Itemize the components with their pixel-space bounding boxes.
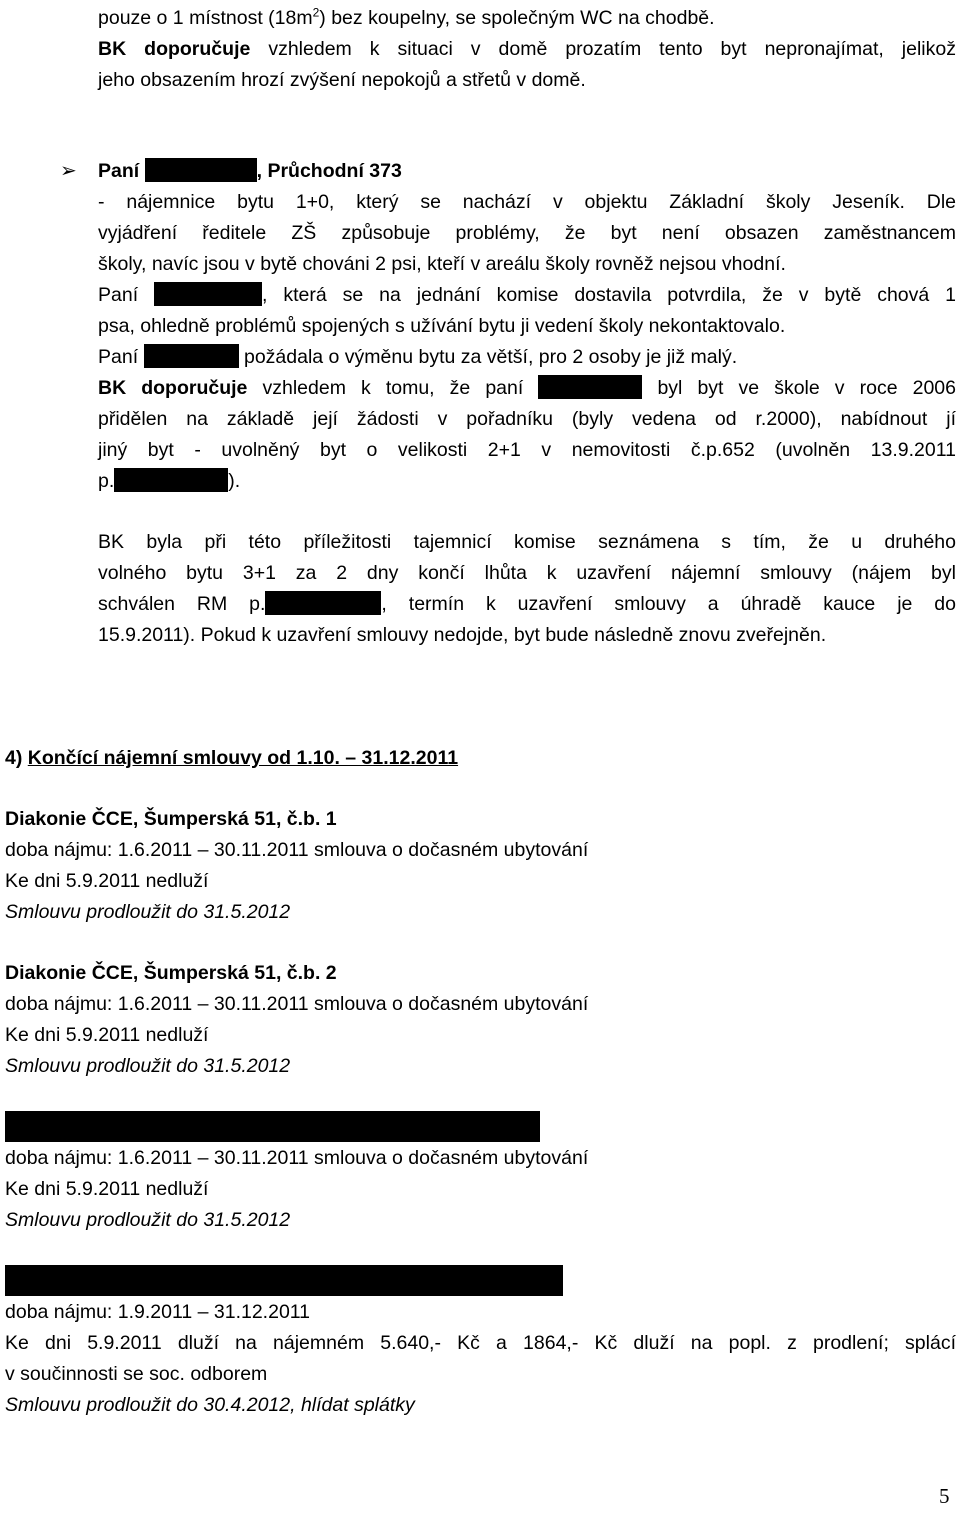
entry-note: Smlouvu prodloužit do 31.5.2012 [5, 1055, 291, 1077]
entry-note: Smlouvu prodloužit do 31.5.2012 [5, 901, 291, 923]
text-span: schválen RM p. [98, 593, 266, 615]
text-span: ) bez koupelny, se společným WC na chodbě. [319, 7, 715, 29]
entry-status: Ke dni 5.9.2011 nedluží [5, 1024, 209, 1046]
text-span: Paní [98, 160, 140, 182]
text-span: ). [228, 470, 241, 492]
text-span: , která se na jednání komise dostavila potvrdila, že v bytě chová 1 [262, 284, 956, 306]
text-line: BK byla při této příležitosti tajemnicí komise seznámena s tím, že u druhého [98, 531, 956, 553]
entry-note: Smlouvu prodloužit do 30.4.2012, hlídat splátky [5, 1394, 415, 1416]
text-line [98, 34, 956, 64]
text-line [98, 280, 956, 310]
text-span: požádala o výměnu bytu za větší, pro 2 osoby je již malý. [243, 346, 738, 368]
entry-note: Smlouvu prodloužit do 31.5.2012 [5, 1209, 291, 1231]
section-number: 4) [5, 747, 28, 769]
entry-title: Diakonie ČCE, Šumperská 51, č.b. 2 [5, 962, 337, 984]
text-line: jiný byt - uvolněný byt o velikosti 2+1 v nemovitosti č.p.652 (uvolněn 13.9.2011 [98, 439, 956, 461]
text-line: přidělen na základě její žádosti v pořadníku (byly vedena od r.2000), nabídnout jí [98, 408, 956, 430]
text-span: , termín k uzavření smlouvy a úhradě kauce je do [381, 593, 956, 615]
text-line [98, 156, 402, 186]
redaction-bar [5, 1111, 540, 1142]
text-line: volného bytu 3+1 za 2 dny končí lhůta k uzavření nájemní smlouvy (nájem byl [98, 562, 956, 584]
redaction-bar [144, 344, 239, 368]
text-line [98, 466, 240, 496]
text-line: - nájemnice bytu 1+0, který se nachází v objektu Základní školy Jeseník. Dle [98, 191, 956, 213]
bold-text: BK doporučuje [98, 377, 248, 399]
entry-status-continued: v součinnosti se soc. odborem [5, 1363, 268, 1385]
text-span: byl byt ve škole v roce 2006 [657, 377, 956, 399]
text-span: pouze o 1 místnost (18m [98, 7, 313, 29]
entry-term: doba nájmu: 1.6.2011 – 30.11.2011 smlouva o dočasném ubytování [5, 1147, 589, 1169]
entry-term: doba nájmu: 1.6.2011 – 30.11.2011 smlouva o dočasném ubytování [5, 993, 589, 1015]
redaction-bar [114, 468, 228, 492]
entry-status: Ke dni 5.9.2011 dluží na nájemném 5.640,- Kč a 1864,- Kč dluží na popl. z prodlení; splácí [5, 1332, 956, 1354]
superscript: 2 [312, 5, 320, 20]
text-line [98, 373, 956, 403]
redaction-bar [154, 282, 262, 306]
section-heading [5, 743, 458, 773]
redaction-bar [265, 591, 381, 615]
text-line: psa, ohledně problémů spojených s užívání bytu ji vedení školy nekontaktovalo. [98, 315, 786, 337]
text-span: vzhledem k situaci v domě prozatím tento byt nepronajímat, jelikož [250, 38, 956, 60]
entry-title: Diakonie ČCE, Šumperská 51, č.b. 1 [5, 808, 337, 830]
text-line [98, 3, 715, 33]
bullet-arrow-icon: ➢ [60, 160, 77, 182]
text-line [98, 342, 737, 372]
text-span: p. [98, 470, 115, 492]
text-line: jeho obsazením hrozí zvýšení nepokojů a střetů v domě. [98, 69, 586, 91]
entry-status: Ke dni 5.9.2011 nedluží [5, 1178, 209, 1200]
entry-term: doba nájmu: 1.9.2011 – 31.12.2011 [5, 1301, 311, 1323]
entry-term: doba nájmu: 1.6.2011 – 30.11.2011 smlouva o dočasném ubytování [5, 839, 589, 861]
redaction-bar [145, 158, 257, 182]
text-line: 15.9.2011). Pokud k uzavření smlouvy nedojde, byt bude následně znovu zveřejněn. [98, 624, 827, 646]
page-number: 5 [939, 1484, 950, 1508]
text-span: Paní [98, 346, 139, 368]
redaction-bar [538, 375, 642, 399]
section-title: Končící nájemní smlouvy od 1.10. – 31.12.2011 [27, 747, 459, 769]
redaction-bar [5, 1265, 563, 1296]
text-span: vzhledem k tomu, že paní [247, 377, 524, 399]
text-line: vyjádření ředitele ZŠ způsobuje problémy, že byt není obsazen zaměstnancem [98, 222, 956, 244]
text-line: školy, navíc jsou v bytě chováni 2 psi, kteří v areálu školy rovněž nejsou vhodní. [98, 253, 786, 275]
bold-text: BK doporučuje [98, 38, 251, 60]
text-line [98, 589, 956, 619]
entry-status: Ke dni 5.9.2011 nedluží [5, 870, 209, 892]
text-span: Paní [98, 284, 139, 306]
text-span: , Průchodní 373 [256, 160, 402, 182]
